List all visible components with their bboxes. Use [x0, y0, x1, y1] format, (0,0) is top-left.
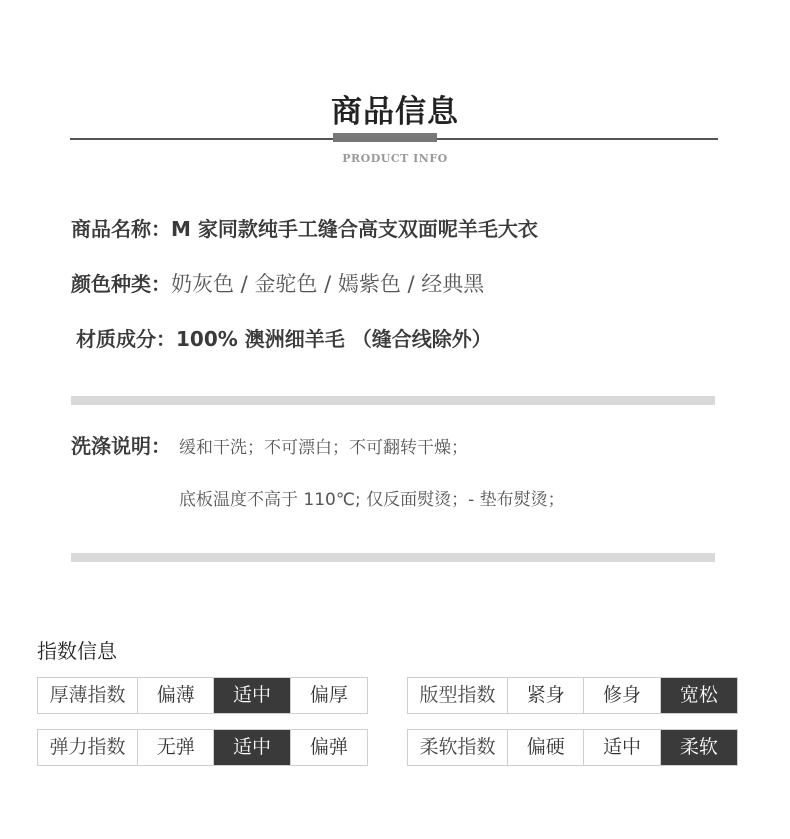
fit-index-head: 版型指数: [408, 678, 508, 713]
elasticity-index-head: 弹力指数: [38, 730, 138, 765]
thickness-index-head: 厚薄指数: [38, 678, 138, 713]
wash-instruction-line-2: 底板温度不高于 110℃; 仅反面熨烫；- 垫布熨烫；: [179, 490, 565, 510]
color-row: [71, 268, 484, 298]
softness-index-table: [407, 729, 738, 766]
product-name-label: 商品名称：: [71, 217, 171, 241]
material-label: 材质成分：: [76, 327, 176, 351]
softness-option-hard: 偏硬: [508, 730, 584, 765]
product-name-row: [71, 213, 538, 242]
section-divider: [71, 396, 715, 405]
elasticity-option-medium: 适中: [214, 730, 290, 765]
color-value: 奶灰色 / 金驼色 / 嫣紫色 / 经典黑: [171, 272, 485, 296]
wash-instruction-line-1: 缓和干洗；不可漂白；不可翻转干燥；: [179, 438, 468, 458]
page-title: 商品信息: [331, 94, 459, 130]
fit-option-tight: 紧身: [508, 678, 584, 713]
color-label: 颜色种类：: [71, 272, 171, 296]
material-value: 100% 澳洲细羊毛 （缝合线除外）: [176, 327, 492, 351]
thickness-option-medium: 适中: [214, 678, 290, 713]
fit-option-loose: 宽松: [661, 678, 737, 713]
thickness-option-thin: 偏薄: [138, 678, 214, 713]
elasticity-option-none: 无弹: [138, 730, 214, 765]
thickness-option-thick: 偏厚: [309, 684, 348, 706]
elasticity-option-stretchy: 偏弹: [309, 736, 348, 758]
page-subtitle: PRODUCT INFO: [342, 152, 448, 165]
softness-option-soft: 柔软: [661, 730, 737, 765]
thickness-index-table: [37, 677, 368, 714]
material-row: [76, 323, 492, 352]
elasticity-index-table: [37, 729, 368, 766]
title-accent-bar: [333, 133, 437, 142]
softness-option-medium: 适中: [584, 730, 660, 765]
product-name-value: M 家同款纯手工缝合高支双面呢羊毛大衣: [171, 217, 538, 241]
fit-index-table: [407, 677, 738, 714]
section-divider: [71, 553, 715, 562]
fit-option-slim: 修身: [584, 678, 660, 713]
wash-label: 洗涤说明：: [71, 434, 171, 458]
index-section-title: 指数信息: [37, 639, 117, 663]
softness-index-head: 柔软指数: [408, 730, 508, 765]
